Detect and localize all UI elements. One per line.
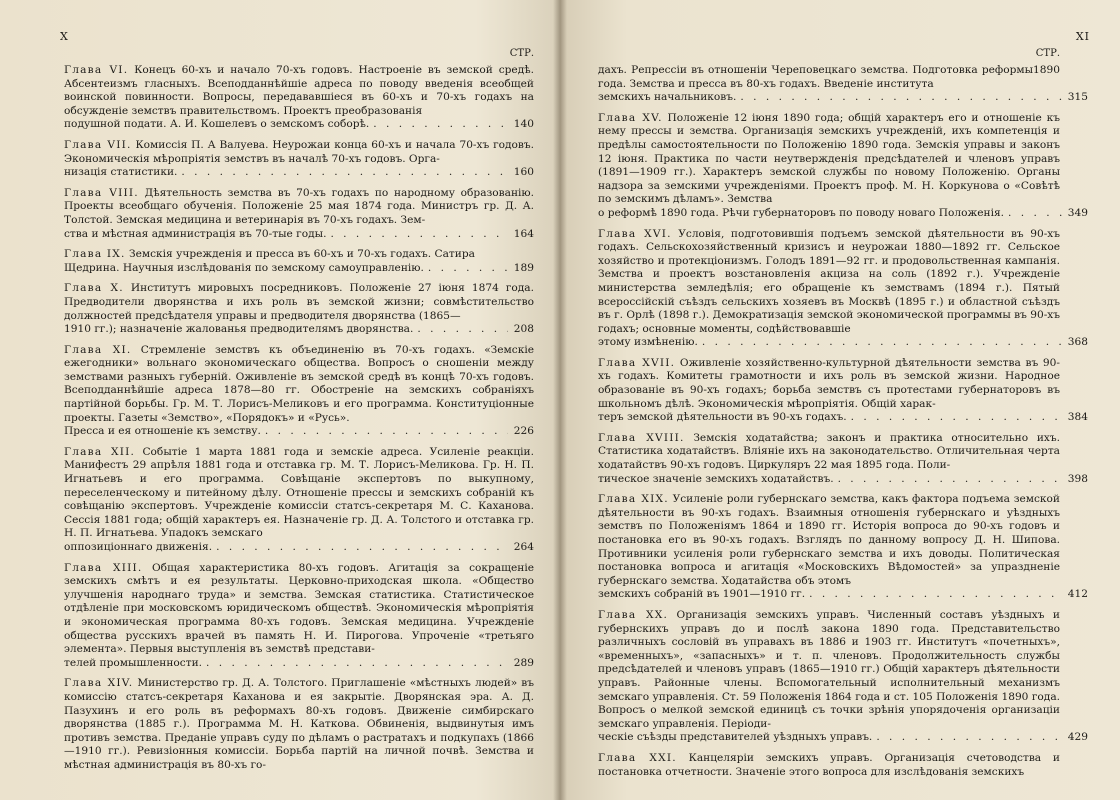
chapter-summary-end: земскихъ начальниковъ. <box>598 91 737 104</box>
dot-leader <box>809 588 1062 602</box>
chapter-summary: дахъ. Репрессіи въ отношеніи Череповецкаго земства. Подготовка реформы1890 года. Земства и пресса въ 80-хъ годахъ. Введеніе института <box>598 64 1060 90</box>
chapter-summary-end: низація статистики. <box>64 166 178 179</box>
dot-leader <box>417 323 508 337</box>
chapter-summary-end: этому измѣненію. <box>598 336 698 349</box>
page-number: 189 <box>513 261 534 274</box>
chapter-heading: Глава XVI. <box>598 227 672 240</box>
dot-leader <box>265 425 508 439</box>
chapter-summary: Стремленіе земствъ къ объединенію въ 70-хъ годахъ. «Земскіе ежегодники» вольнаго экономическаго общества. Вопросъ о сношеніи между земствами разныхъ губерній. Оживленіе въ земской средѣ въ концѣ 70-хъ годовъ. Всеподданнѣйшіе адреса 1878—80 гг. Обостреніе на земскихъ собраніяхъ партійной борьбы. Гр. М. Т. Лорисъ-Меликовъ и его программа. Конституціонные проекты. Газеты «Земство», «Порядокъ» и «Русь». <box>64 343 534 424</box>
dot-leader <box>876 731 1062 745</box>
chapter-summary-end: телей промышленности. <box>64 656 203 669</box>
chapter-summary-end: оппозиціоннаго движенія. <box>64 541 213 553</box>
page-number: 429 <box>1067 731 1088 744</box>
chapter-heading: Глава VI. <box>64 64 129 76</box>
chapter-summary: Министерство гр. Д. А. Толстого. Приглашеніе «мѣстныхъ людей» въ комиссію статсъ-секретаря Каханова и ея закрытіе. Дворянская эра. А. Д. Пазухинъ и его роль въ реформахъ 80-хъ годовъ. Движеніе симбирскаго дворянства (1885 г.). Программа М. Н. Каткова. Обвиненія, выдвинутыя имъ противъ земства. Преданіе управъ суду по дѣламъ о растратахъ и подкупахъ (1866—1910 гг.). Ревизіонныя комиссіи. Борьба партій на личной почвѣ. Земства и мѣстная администрація въ 80-хъ го- <box>64 677 534 771</box>
chapter-heading: Глава XXI. <box>598 751 677 764</box>
chapter-summary: Положеніе 12 іюня 1890 года; общій характеръ его и отношеніе къ нему прессы и земства. Организація земскихъ учрежденій, ихъ компетенція и предѣлы самостоятельности по Положенію 1890 года. Земскія управы и законъ 12 іюня. Практика по части неутвержденія предсѣдателей и членовъ управъ (1891—1909 гг.). Характеръ земской службы по новому Положенію. Органы надзора за земскими учрежденіями. Проектъ проф. М. Н. Коркунова о «Совѣтѣ по земскимъ дѣламъ». Земства <box>598 111 1060 206</box>
page-number: 349 <box>1067 206 1088 219</box>
chapter-summary-end: теръ земской дѣятельности въ 90-хъ годахъ. <box>598 411 847 424</box>
toc-entry <box>64 344 534 439</box>
toc-entry <box>64 562 534 671</box>
toc-list <box>64 64 534 773</box>
toc-entry <box>64 282 534 336</box>
chapter-summary-end: тическое значеніе земскихъ ходатайствъ. <box>598 472 834 485</box>
toc-entry <box>64 248 534 275</box>
page-number: 140 <box>513 118 534 131</box>
chapter-summary: Событіе 1 марта 1881 года и земскіе адреса. Усиленіе реакціи. Манифестъ 29 апрѣля 1881 года и отставка гр. М. Т. Лорисъ-Меликова. Гр. Н. П. Игнатьевъ и его программа. Совѣщаніе экспертовъ по выкупному, переселенческому и питейному дѣлу. Отношеніе прессы и земскихъ собраній къ совѣщанію экспертовъ. Учрежденіе комиссіи статсъ-секретаря М. С. Каханова. Сессія 1881 года; общій характеръ ея. Назначеніе гр. Д. А. Толстого и отставка гр. Н. П. Игнатьева. Упадокъ земскаго <box>64 445 534 540</box>
chapter-summary: Конецъ 60-хъ и начало 70-хъ годовъ. Настроеніе въ земской средѣ. Абсентеизмъ гласныхъ. Всеподданнѣйшіе адреса по поводу введенія всеобщей воинской повинности. Вопросы, передававшіеся въ 60-хъ и 70-хъ годахъ на обсужденіе земствъ правительствомъ. Проектъ преобразованія <box>64 64 534 117</box>
page-column-label: СТР. <box>509 48 534 59</box>
chapter-heading: Глава X. <box>64 282 124 295</box>
dot-leader <box>181 166 508 180</box>
chapter-summary-end: Пресса и ея отношеніе къ земству. <box>64 425 261 438</box>
chapter-summary-end: земскихъ собраній въ 1901—1910 гг. <box>598 588 806 601</box>
chapter-heading: Глава XIII. <box>64 561 143 574</box>
page-number: 384 <box>1067 411 1088 424</box>
chapter-heading: Глава IX. <box>64 248 126 261</box>
page-column-label: СТР. <box>1035 48 1060 59</box>
chapter-summary: Канцеляріи земскихъ управъ. Организація счетоводства и постановка отчетности. Значеніе этого вопроса для изслѣдованія земскихъ <box>598 751 1060 778</box>
chapter-summary: Дѣятельность земства въ 70-хъ годахъ по народному образованію. Проекты всеобщаго обученія. Положеніе 25 мая 1874 года. Министръ гр. Д. А. Толстой. Земская медицина и ветеринарія въ 70-хъ годахъ. Зем- <box>64 186 535 226</box>
chapter-heading: Глава XV. <box>598 111 663 124</box>
toc-entry <box>598 493 1088 602</box>
chapter-heading: Глава XVII. <box>598 356 676 369</box>
chapter-summary: Общая характеристика 80-хъ годовъ. Агитація за сокращеніе земскихъ смѣтъ и ея результаты. Церковно-приходская школа. «Общество улучшенія народнаго труда» и земства. Земская статистика. Статистическое отдѣленіе при московскомъ юридическомъ обществѣ. Экономическія мѣропріятія и экономическая программа 80-хъ годовъ. Земская медицина. Учрежденіе общества русскихъ врачей въ память Н. И. Пирогова. Упроченіе «третьяго элемента». Первыя выступленія въ земствѣ представи- <box>64 561 534 656</box>
dot-leader <box>216 541 508 555</box>
page-folio: X <box>60 30 69 43</box>
toc-entry <box>598 356 1088 425</box>
chapter-summary: Институтъ мировыхъ посредниковъ. Положеніе 27 іюня 1874 года. Предводители дворянства и ихъ роль въ земской жизни; совмѣстительство должностей предсѣдателя управы и предводителя дворянства (1865— <box>64 282 534 322</box>
dot-leader <box>206 657 508 671</box>
chapter-summary: Организація земскихъ управъ. Численный составъ уѣздныхъ и губернскихъ управъ до и послѣ закона 1890 года. Представительство различныхъ сословій въ управахъ въ 1886 и 1903 гг. Институтъ «почетныхъ», «временныхъ», «запасныхъ» и т. п. членовъ. Продолжительность службы предсѣдателей и членовъ управъ (1865—1910 гг.) Общій характеръ дѣятельности управъ. Районные члены. Вспомогательный исполнительный механизмъ земскаго управленія. Ст. 59 Положенія 1864 года и ст. 105 Положенія 1890 года. Вопросъ о мелкой земской единицѣ съ точки зрѣнія упорядоченія организаціи земскаго управленія. Періоди- <box>598 608 1060 730</box>
chapter-heading: Глава VII. <box>64 138 132 151</box>
chapter-summary-end: ства и мѣстная администрація въ 70-тые годы. <box>64 227 327 240</box>
right-page <box>560 0 1120 800</box>
toc-entry <box>64 677 534 772</box>
chapter-heading: Глава VIII. <box>64 186 139 199</box>
chapter-summary-end: Щедрина. Научныя изслѣдованія по земскому самоуправленію. <box>64 261 424 274</box>
chapter-heading: Глава XVIII. <box>598 431 685 444</box>
dot-leader <box>851 411 1062 425</box>
toc-entry <box>64 64 534 132</box>
dot-leader <box>1008 207 1062 221</box>
toc-entry <box>598 227 1088 350</box>
page-number: 164 <box>513 227 534 240</box>
chapter-heading: Глава XIV. <box>64 677 134 690</box>
page-number: 264 <box>513 541 534 553</box>
toc-entry <box>598 431 1088 486</box>
toc-entry <box>598 111 1088 221</box>
book-gutter <box>553 0 567 800</box>
page-number: 412 <box>1067 588 1088 601</box>
page-folio: XI <box>1075 30 1090 43</box>
dot-leader <box>740 91 1062 105</box>
page-number: 160 <box>513 166 534 179</box>
page-number: 398 <box>1067 472 1088 485</box>
chapter-heading: Глава XIX. <box>598 493 669 506</box>
chapter-summary-end: 1910 гг.); назначеніе жалованья предводителямъ дворянства. <box>64 323 414 336</box>
chapter-summary-end: о реформѣ 1890 года. Рѣчи губернаторовъ по поводу новаго Положенія. <box>598 206 1005 219</box>
page-number: 315 <box>1067 91 1088 104</box>
dot-leader <box>702 336 1062 350</box>
page-number: 368 <box>1067 336 1088 349</box>
chapter-heading: Глава XI. <box>64 343 132 356</box>
chapter-summary: Условія, подготовившія подъемъ земской дѣятельности въ 90-хъ годахъ. Сельскохозяйственный кризисъ и неурожаи 1880—1892 гг. Сельское хозяйство и протекціонизмъ. Голодъ 1891—92 гг. и продовольственная кампанія. Земства и проектъ возстановленія акциза на соль (1892 г.). Учрежденіе министерства земледѣлія; его обращеніе къ земствамъ (1894 г.). Пятый всероссійскій съѣздъ сельскихъ хозяевъ въ Москвѣ (1895 г.) и областной съѣздъ въ г. Орлѣ (1898 г.). Демократизація земской экономической программы въ 90-хъ годахъ; основные моменты, содѣйствовавшіе <box>598 227 1060 335</box>
chapter-summary-end: ческіе съѣзды представителей уѣздныхъ управъ. <box>598 731 873 744</box>
toc-entry <box>598 64 1088 105</box>
dot-leader <box>428 262 508 276</box>
page-number: 226 <box>513 425 534 438</box>
toc-entry <box>64 139 534 180</box>
toc-entry <box>598 752 1060 779</box>
chapter-summary: Земскія учрежденія и пресса въ 60-хъ и 70-хъ годахъ. Сатира <box>128 248 475 261</box>
chapter-heading: Глава XX. <box>598 608 669 621</box>
toc-entry <box>64 446 534 555</box>
chapter-summary-end: подушной подати. А. И. Кошелевъ о земскомъ соборѣ. <box>64 118 370 131</box>
chapter-summary: Земскія ходатайства; законъ и практика относительно ихъ. Статистика ходатайствъ. Вліяніе ихъ на законодательство. Отличительная черта ходатайствъ 90-хъ годовъ. Циркуляръ 22 мая 1895 года. Поли- <box>598 431 1060 472</box>
chapter-heading: Глава XII. <box>64 445 136 458</box>
dot-leader <box>838 473 1062 487</box>
dot-leader <box>373 118 508 132</box>
chapter-summary: Оживленіе хозяйственно-культурной дѣятельности земства въ 90-хъ годахъ. Комитеты грамотности и ихъ роль въ земской жизни. Народное образованіе въ 90-хъ годахъ; борьба земствъ съ протестами губернаторовъ въ школьномъ дѣлѣ. Экономическія мѣропріятія. Общій харак- <box>598 356 1060 410</box>
toc-list <box>598 64 1088 779</box>
page-number: 208 <box>513 323 534 336</box>
page-number: 289 <box>513 656 534 669</box>
toc-entry <box>598 608 1088 745</box>
dot-leader <box>330 228 508 242</box>
chapter-summary: Усиленіе роли губернскаго земства, какъ фактора подъема земской дѣятельности въ 90-хъ годахъ. Взаимныя отношенія губернскаго и уѣздныхъ земствъ по Положеніямъ 1864 и 1890 гг. Исторія вопроса до 90-хъ годовъ и постановка его въ 90-хъ годахъ. Взглядъ по данному вопросу Д. Н. Шипова. Противники усиленія роли губернскаго земства и ихъ доводы. Политическая постановка вопроса и агитація «Московскихъ Вѣдомостей» за упраздненіе губернскаго земства. Ходатайства объ этомъ <box>598 493 1060 587</box>
toc-entry <box>64 187 534 241</box>
chapter-summary: Комиссія П. А Валуева. Неурожаи конца 60-хъ и начала 70-хъ годовъ. Экономическія мѣропріятія земствъ въ началѣ 70-хъ годовъ. Орга- <box>64 138 534 165</box>
